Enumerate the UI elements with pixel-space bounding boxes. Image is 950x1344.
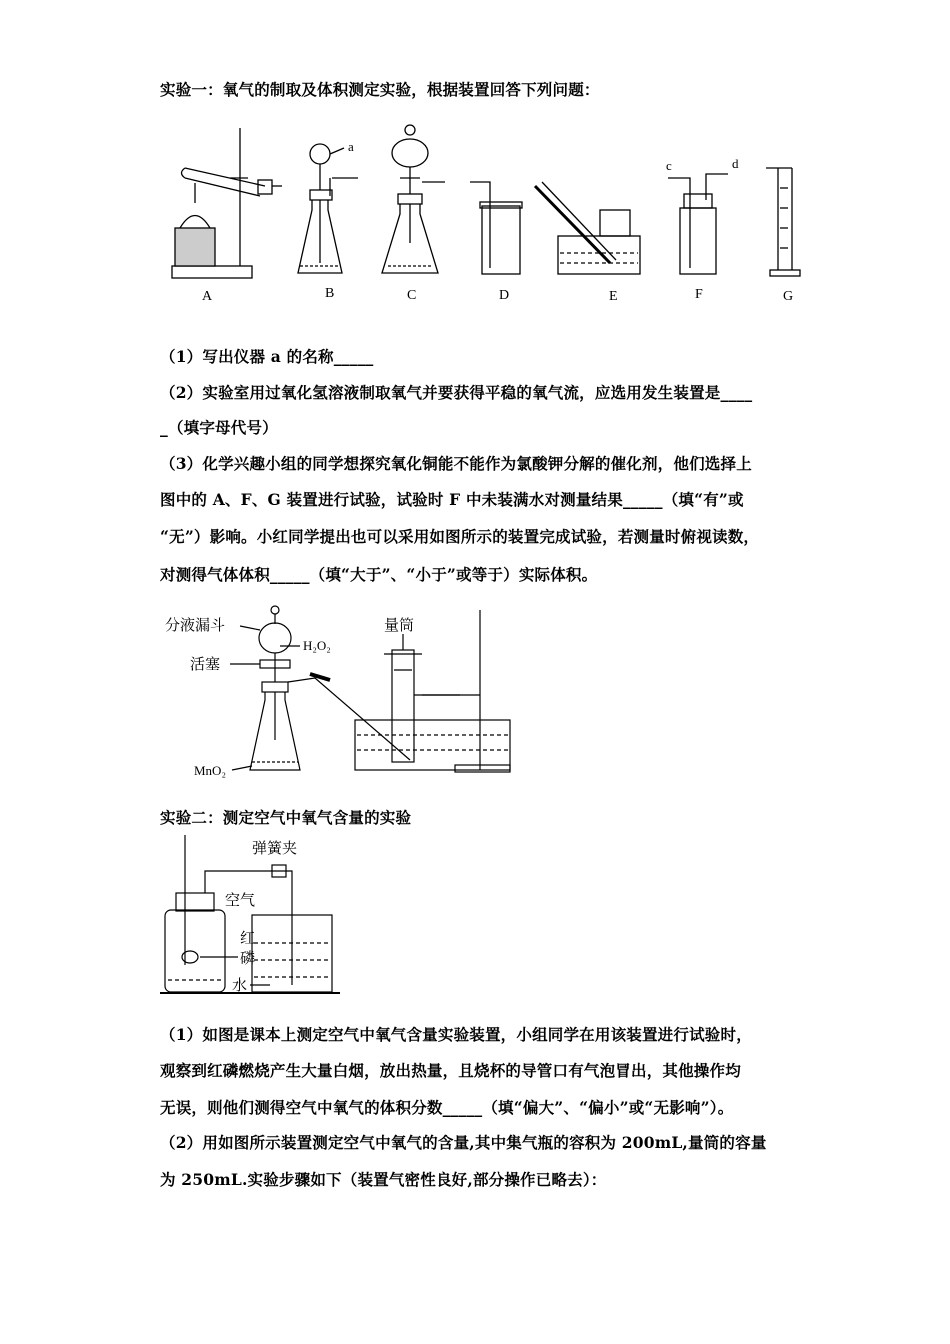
label-cylinder: 量筒	[384, 616, 415, 634]
label-air: 空气	[225, 891, 256, 909]
exp1-q3-line1: （3）化学兴趣小组的同学想探究氧化铜能不能作为氯酸钾分解的催化剂，他们选择上	[160, 454, 752, 473]
exp2-q2-line2: 为 250mL.实验步骤如下（装置气密性良好,部分操作已略去）：	[160, 1170, 607, 1189]
apparatus-d-drawing	[470, 182, 522, 274]
exp1-q3-line2: 图中的 A、F、G 装置进行试验，试验时 F 中未装满水对测量结果_____（填“有”或	[160, 490, 744, 509]
exp1-q1: （1）写出仪器 a 的名称_____	[160, 347, 374, 366]
label-d-tube: d	[732, 156, 739, 171]
label-mno2: MnO₂	[194, 763, 226, 778]
exp2-q1-line1: （1）如图是课本上测定空气中氧气含量实验装置，小组同学在用该装置进行试验时，	[160, 1025, 752, 1044]
label-water: 水	[232, 976, 248, 994]
apparatus-g-drawing	[765, 168, 800, 276]
apparatus-f-drawing	[668, 174, 728, 274]
label-clamp: 弹簧夹	[252, 839, 298, 857]
exp2-heading: 实验二：测定空气中氧气含量的实验	[160, 808, 412, 827]
exp1-q2-line1: （2）实验室用过氧化氢溶液制取氧气并要获得平稳的氧气流，应选用发生装置是____	[160, 383, 753, 402]
exp1-q3-line3: “无”）影响。小红同学提出也可以采用如图所示的装置完成试验，若测量时俯视读数，	[160, 527, 760, 546]
exp1-heading: 实验一：氧气的制取及体积测定实验，根据装置回答下列问题：	[160, 80, 600, 99]
label-h2o2: H₂O₂	[303, 638, 331, 653]
label-e-letter: E	[609, 289, 618, 304]
label-valve: 活塞	[190, 655, 221, 673]
exp2-q2-line1: （2）用如图所示装置测定空气中氧气的含量,其中集气瓶的容积为 200mL,量筒的容量	[160, 1133, 767, 1152]
label-a-instrument: a	[348, 139, 354, 154]
gas-volume-figure	[160, 600, 530, 785]
exp1-q3-line4: 对测得气体体积_____（填“大于”、“小于”或等于）实际体积。	[160, 565, 598, 584]
apparatus-figure	[160, 118, 820, 313]
label-b-letter: B	[325, 286, 335, 301]
exp2-q1-line2: 观察到红磷燃烧产生大量白烟，放出热量，且烧杯的导管口有气泡冒出，其他操作均	[160, 1061, 741, 1080]
label-g-letter: G	[783, 289, 794, 304]
apparatus-c-drawing	[382, 125, 445, 273]
label-a-letter: A	[202, 289, 213, 304]
exp2-q1-line3: 无误，则他们测得空气中氧气的体积分数_____（填“偏大”、“偏小”或“无影响”）。	[160, 1098, 734, 1117]
apparatus-e-drawing	[535, 182, 640, 274]
label-funnel: 分液漏斗	[165, 616, 226, 634]
exp1-q2-line2: _（填字母代号）	[160, 418, 278, 437]
air-oxygen-figure	[160, 835, 345, 1000]
label-red: 红	[240, 929, 256, 947]
label-c-letter: C	[407, 288, 417, 303]
label-phosphorus: 磷	[240, 949, 256, 967]
label-f-letter: F	[695, 287, 703, 302]
apparatus-b-drawing	[298, 144, 358, 273]
apparatus-a-drawing	[172, 128, 282, 278]
label-c-tube: c	[666, 158, 672, 173]
label-d-letter: D	[499, 288, 510, 303]
